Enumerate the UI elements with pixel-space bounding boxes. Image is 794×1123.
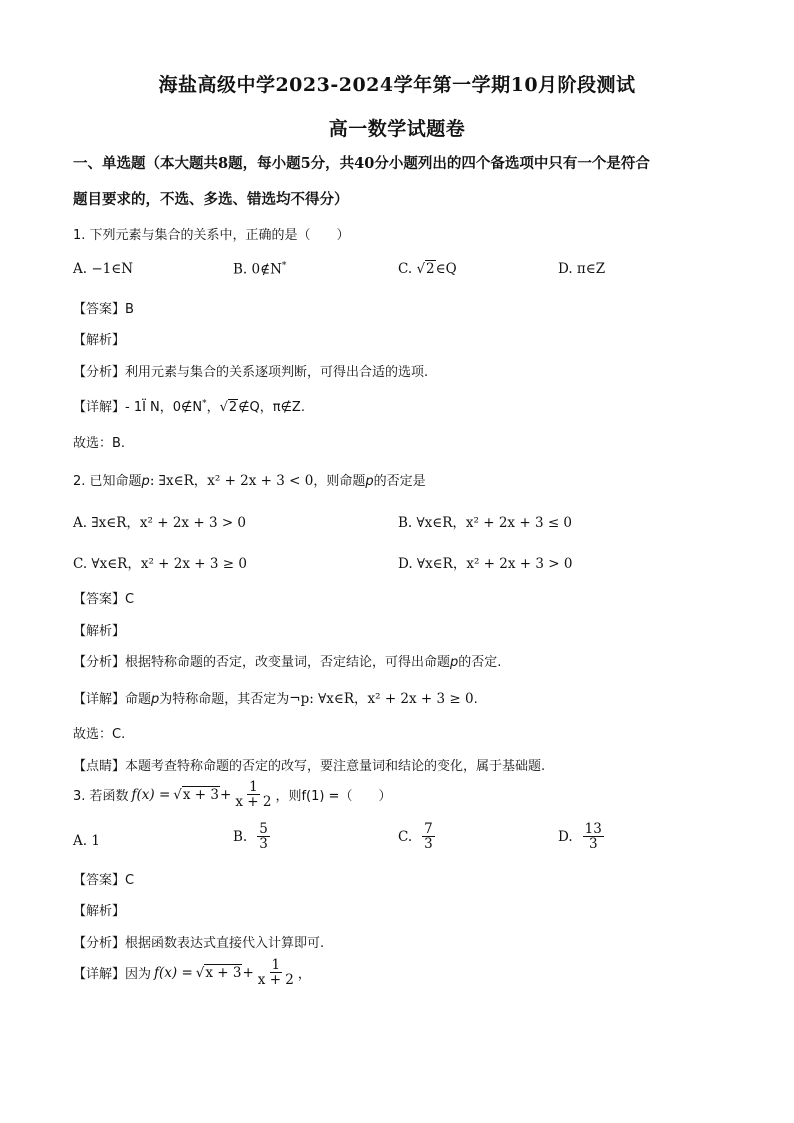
q3-answer: 【答案】C — [73, 873, 135, 888]
q1-option-d: D. π∈Z — [558, 261, 606, 277]
q1-option-a: A. −1∈N — [73, 261, 134, 277]
q1-choice: 故选：B. — [73, 436, 126, 451]
question-3-stem: 3. 若函数 f(x) = √x + 3 + $\frac{1}{x + 2}$ ，则f(1) =（ ） — [73, 779, 392, 811]
section-heading: 一、单选题（本大题共8题，每小题5分，共40分小题列出的四个备选项中只有一个是符合 — [73, 155, 650, 172]
question-1-stem: 1. 下列元素与集合的关系中，正确的是（ ） — [73, 228, 350, 243]
q2-answer: 【答案】C — [73, 592, 135, 607]
q3-fenxi: 【分析】根据函数表达式直接代入计算即可. — [73, 936, 325, 951]
q3-jiexi: 【解析】 — [73, 904, 126, 919]
q2-fenxi: 【分析】根据特称命题的否定，改变量词，否定结论，可得出命题p的否定. — [73, 655, 502, 670]
q3-option-d: D. $\frac{13}{3}$ — [558, 821, 602, 853]
section-heading-cont: 题目要求的，不选、多选、错选均不得分） — [73, 191, 349, 208]
q2-dianjing: 【点睛】本题考查特称命题的否定的改写，要注意量词和结论的变化，属于基础题. — [73, 759, 546, 774]
q1-detail: 【详解】- 1Ï N，0∉N*，√2∉Q，π∉Z. — [73, 398, 305, 415]
exam-subtitle: 高一数学试题卷 — [328, 118, 466, 140]
q3-detail: 【详解】因为 f(x) = √x + 3 + $\frac{1}{x + 2}$ ， — [73, 957, 311, 989]
q3-option-a: A. 1 — [73, 833, 100, 849]
q2-option-b: B. ∀x∈R，x² + 2x + 3 ≤ 0 — [398, 515, 573, 531]
q1-answer: 【答案】B — [73, 302, 134, 317]
q1-option-b: B. 0∉N* — [233, 261, 287, 278]
q2-jiexi: 【解析】 — [73, 624, 126, 639]
q3-option-c: C. $\frac{7}{3}$ — [398, 821, 433, 853]
q2-option-c: C. ∀x∈R，x² + 2x + 3 ≥ 0 — [73, 556, 247, 572]
q1-jiexi: 【解析】 — [73, 333, 126, 348]
q2-detail: 【详解】命题p为特称命题，其否定为¬p: ∀x∈R，x² + 2x + 3 ≥ 0. — [73, 691, 478, 707]
q3-option-b: B. $\frac{5}{3}$ — [233, 821, 268, 853]
q1-fenxi: 【分析】利用元素与集合的关系逐项判断，可得出合适的选项. — [73, 365, 429, 380]
question-2-stem: 2. 已知命题p: ∃x∈R，x² + 2x + 3 < 0，则命题p的否定是 — [73, 473, 426, 489]
exam-title: 海盐高级中学2023-2024学年第一学期10月阶段测试 — [158, 74, 636, 96]
q1-option-c: C. √2∈Q — [398, 261, 457, 277]
q2-option-a: A. ∃x∈R，x² + 2x + 3 > 0 — [73, 515, 247, 531]
q2-option-d: D. ∀x∈R，x² + 2x + 3 > 0 — [398, 556, 573, 572]
q2-choice: 故选：C. — [73, 727, 126, 742]
